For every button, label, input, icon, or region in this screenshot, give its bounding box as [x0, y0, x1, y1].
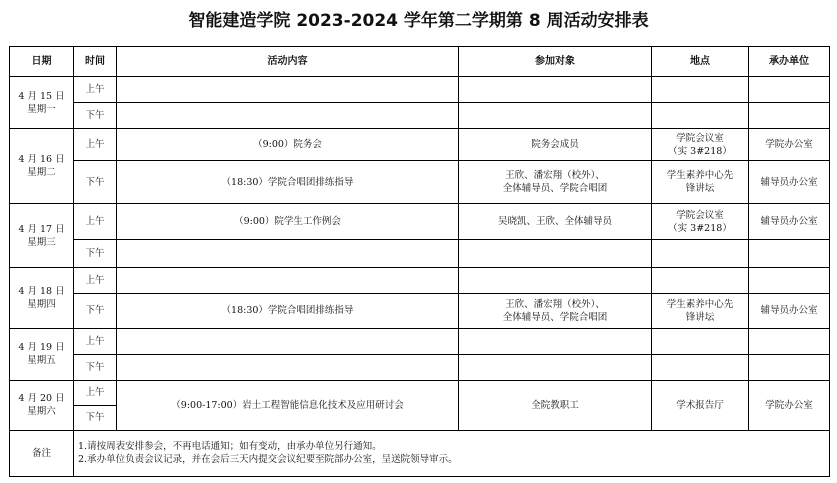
participants-cell: 全院教职工: [459, 380, 652, 430]
date-cell: [10, 328, 74, 380]
location-cell: [652, 161, 749, 204]
time-cell: 下午: [74, 293, 117, 328]
location-line: 学院会议室: [676, 132, 724, 144]
date-text: 4 月 20 日: [18, 393, 65, 405]
location-line: 学生素养中心先: [666, 298, 734, 310]
table-row: [10, 103, 830, 129]
table-row: [10, 77, 830, 103]
participants-line: 王欣、潘宏翔（校外）、: [505, 170, 605, 182]
content-cell: （18:30）学院合唱团排练指导: [117, 161, 459, 204]
date-cell: [10, 129, 74, 204]
weekday-text: 星期三: [27, 236, 56, 248]
time-cell: 下午: [74, 354, 117, 380]
organizer-cell: 学院办公室: [749, 129, 830, 161]
content-cell: [117, 77, 459, 103]
content-cell: [117, 328, 459, 354]
participants-cell: [459, 354, 652, 380]
note-line: 2.承办单位负责会议记录，并在会后三天内提交会议纪要至院部办公室，呈送院领导审示。: [78, 454, 458, 466]
time-cell: 上午: [74, 77, 117, 103]
time-cell: 上午: [74, 268, 117, 293]
table-row: [10, 204, 830, 240]
location-line: 锋讲坛: [685, 311, 715, 323]
header-organizer: 承办单位: [749, 47, 830, 77]
participants-cell: 吴晓凯、王欣、全体辅导员: [459, 204, 652, 240]
participants-cell: [459, 77, 652, 103]
date-cell: [10, 380, 74, 430]
time-cell: 上午: [74, 204, 117, 240]
weekday-text: 星期四: [27, 299, 56, 311]
location-cell: [652, 240, 749, 268]
date-text: 4 月 16 日: [18, 154, 65, 166]
table-row: [10, 129, 830, 161]
organizer-cell: 辅导员办公室: [749, 293, 830, 328]
organizer-cell: 学院办公室: [749, 380, 830, 430]
location-cell: [652, 77, 749, 103]
table-row: [10, 161, 830, 204]
content-cell: [117, 354, 459, 380]
organizer-cell: [749, 354, 830, 380]
time-cell: 下午: [74, 240, 117, 268]
participants-cell: [459, 103, 652, 129]
notes-label: 备注: [10, 430, 74, 476]
header-participants: 参加对象: [459, 47, 652, 77]
date-text: 4 月 15 日: [18, 90, 65, 102]
time-cell: 下午: [74, 161, 117, 204]
time-cell: 上午: [74, 380, 117, 405]
organizer-cell: [749, 240, 830, 268]
header-date: 日期: [10, 47, 74, 77]
content-cell: （9:00-17:00）岩土工程智能信息化技术及应用研讨会: [117, 380, 459, 430]
participants-cell: [459, 240, 652, 268]
location-cell: 学术报告厅: [652, 380, 749, 430]
location-cell: [652, 204, 749, 240]
location-cell: [652, 268, 749, 293]
date-cell: [10, 77, 74, 129]
time-cell: 下午: [74, 103, 117, 129]
organizer-cell: [749, 268, 830, 293]
location-cell: [652, 103, 749, 129]
weekday-text: 星期五: [27, 355, 56, 367]
location-cell: [652, 328, 749, 354]
table-row: [10, 328, 830, 354]
content-cell: [117, 268, 459, 293]
time-cell: 上午: [74, 328, 117, 354]
location-line: 学院会议室: [676, 209, 724, 221]
organizer-cell: [749, 77, 830, 103]
header-time: 时间: [74, 47, 117, 77]
table-row: [10, 268, 830, 293]
participants-line: 全体辅导员、学院合唱团: [502, 183, 608, 195]
organizer-cell: [749, 328, 830, 354]
location-cell: [652, 129, 749, 161]
note-line: 1.请按周表安排参会，不再电话通知；如有变动，由承办单位另行通知。: [78, 441, 382, 453]
weekday-text: 星期二: [27, 167, 56, 179]
location-line: 锋讲坛: [685, 183, 715, 195]
location-cell: [652, 354, 749, 380]
participants-line: 王欣、潘宏翔（校外）、: [505, 298, 605, 310]
organizer-cell: [749, 103, 830, 129]
table-row: [10, 293, 830, 328]
date-text: 4 月 19 日: [18, 342, 65, 354]
date-cell: [10, 204, 74, 268]
organizer-cell: 辅导员办公室: [749, 204, 830, 240]
participants-cell: [459, 268, 652, 293]
notes-row: [10, 430, 830, 476]
content-cell: （18:30）学院合唱团排练指导: [117, 293, 459, 328]
page-title: 智能建造学院 2023-2024 学年第二学期第 8 周活动安排表: [188, 11, 649, 31]
table-row: [10, 380, 830, 405]
content-cell: [117, 240, 459, 268]
organizer-cell: 辅导员办公室: [749, 161, 830, 204]
content-cell: [117, 103, 459, 129]
header-row: [10, 47, 830, 77]
weekday-text: 星期一: [27, 103, 56, 115]
header-location: 地点: [652, 47, 749, 77]
schedule-table: [9, 46, 830, 477]
date-text: 4 月 17 日: [18, 223, 65, 235]
participants-cell: [459, 293, 652, 328]
date-cell: [10, 268, 74, 328]
location-line: （实 3#218）: [668, 145, 732, 157]
location-line: （实 3#218）: [668, 222, 732, 234]
header-content: 活动内容: [117, 47, 459, 77]
time-cell: 下午: [74, 405, 117, 430]
participants-line: 全体辅导员、学院合唱团: [502, 311, 608, 323]
table-row: [10, 354, 830, 380]
participants-cell: [459, 328, 652, 354]
location-cell: [652, 293, 749, 328]
location-line: 学生素养中心先: [666, 170, 734, 182]
weekday-text: 星期六: [27, 406, 56, 418]
notes-cell: [74, 430, 830, 476]
participants-cell: [459, 161, 652, 204]
table-row: [10, 240, 830, 268]
participants-cell: 院务会成员: [459, 129, 652, 161]
content-cell: （9:00）院务会: [117, 129, 459, 161]
date-text: 4 月 18 日: [18, 286, 65, 298]
time-cell: 上午: [74, 129, 117, 161]
content-cell: （9:00）院学生工作例会: [117, 204, 459, 240]
